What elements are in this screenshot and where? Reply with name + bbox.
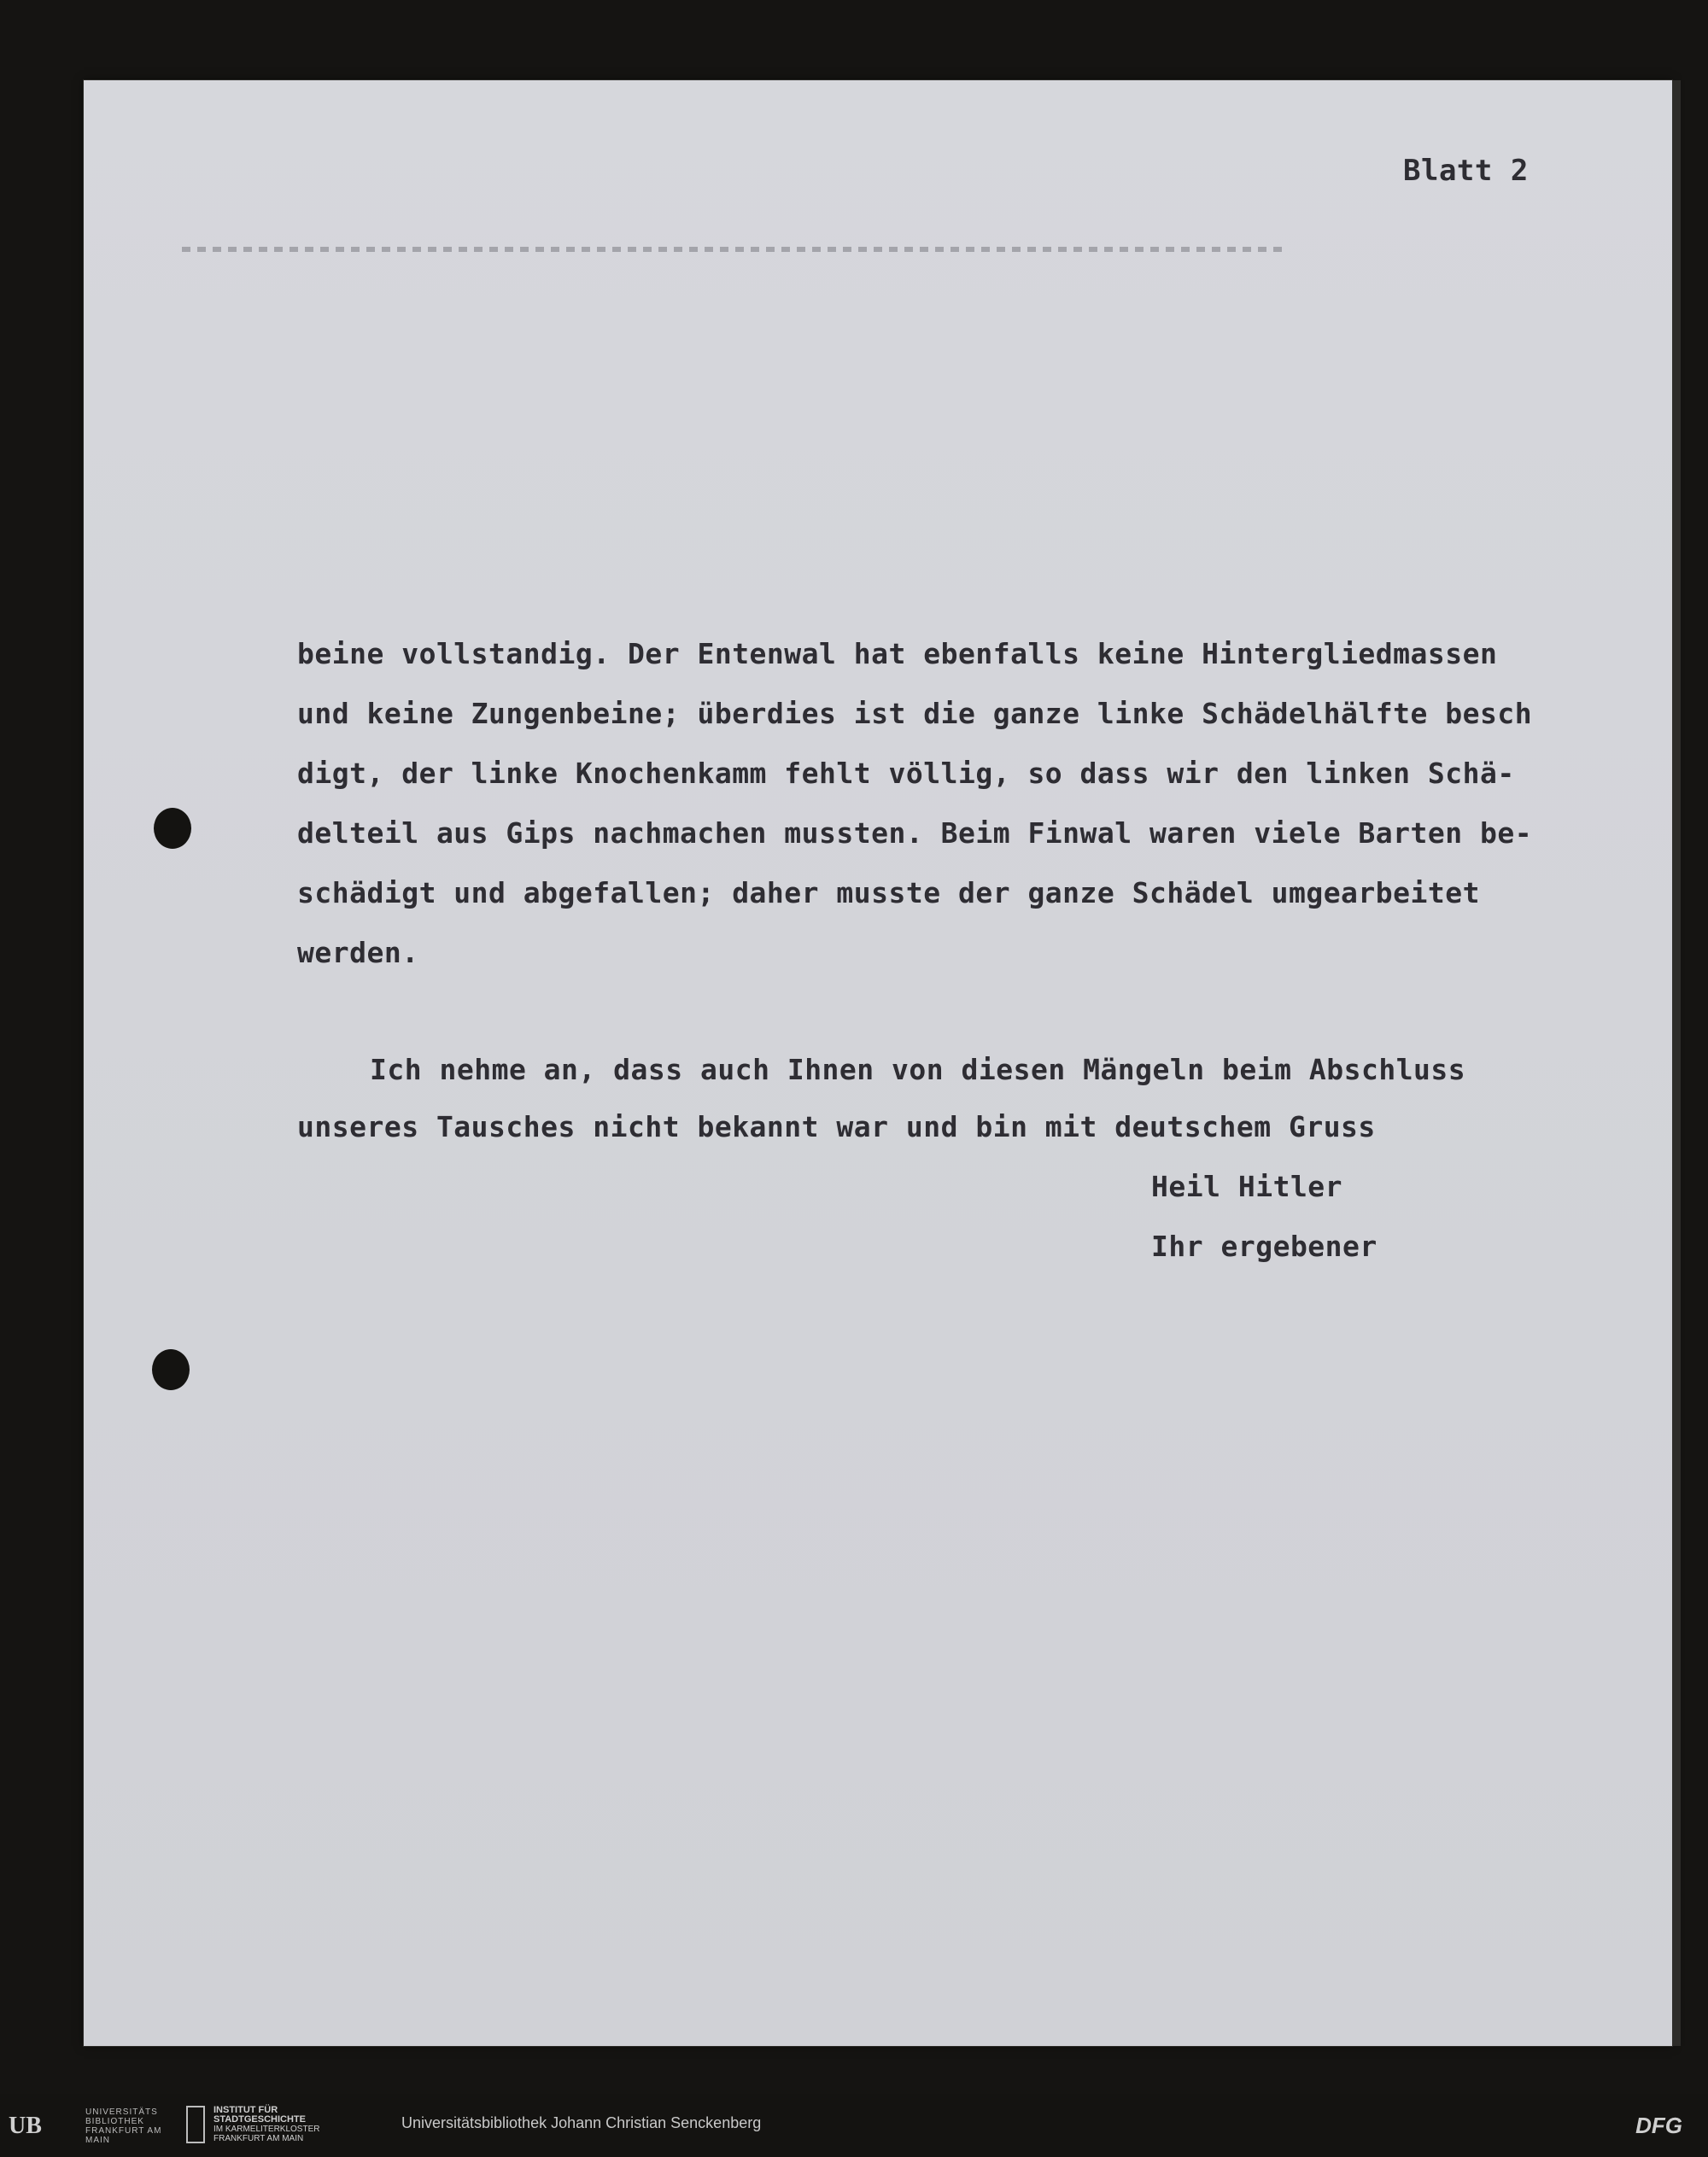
punch-hole	[152, 1349, 190, 1390]
institut-logo-subtitle: IM KARMELITERKLOSTER FRANKFURT AM MAIN	[214, 2125, 320, 2143]
page-edge	[1672, 80, 1681, 2046]
institut-logo-title: INSTITUT FÜR STADTGESCHICHTE	[214, 2105, 306, 2125]
punch-hole	[154, 808, 191, 849]
ub-logo[interactable]: UB	[9, 2113, 42, 2139]
letter-line: digt, der linke Knochenkamm fehlt völlig, so dass wir den linken Schä-	[297, 757, 1515, 790]
dfg-logo[interactable]: DFG	[1635, 2113, 1682, 2138]
library-name: Universitätsbibliothek Johann Christian Senckenberg	[401, 2114, 762, 2131]
letter-line: beine vollstandig. Der Entenwal hat ebenfalls keine Hintergliedmassen	[297, 637, 1498, 670]
institut-logo[interactable]	[214, 2106, 342, 2143]
letter-line: schädigt und abgefallen; daher musste der ganze Schädel umgearbeitet	[297, 876, 1481, 909]
letter-line: werden.	[297, 936, 419, 969]
closing-salutation: Heil Hitler	[1151, 1170, 1343, 1203]
letter-line: Ich nehme an, dass auch Ihnen von diesen Mängeln beim Abschluss	[370, 1053, 1466, 1086]
institut-logo-icon	[186, 2106, 205, 2143]
closing-signoff: Ihr ergebener	[1151, 1230, 1378, 1263]
letter-line: delteil aus Gips nachmachen mussten. Beim Finwal waren viele Barten be-	[297, 816, 1533, 850]
letter-line: unseres Tausches nicht bekannt war und bin mit deutschem Gruss	[297, 1110, 1376, 1143]
viewer-footer	[0, 2094, 1708, 2157]
letter-line: und keine Zungenbeine; überdies ist die ganze linke Schädelhälfte besch	[297, 697, 1533, 730]
page-number: Blatt 2	[1403, 154, 1529, 188]
ub-logo-subtitle: UNIVERSITÄTS BIBLIOTHEK FRANKFURT AM MAIN	[85, 2107, 162, 2145]
typed-divider	[182, 247, 1284, 252]
document-page	[84, 80, 1672, 2046]
